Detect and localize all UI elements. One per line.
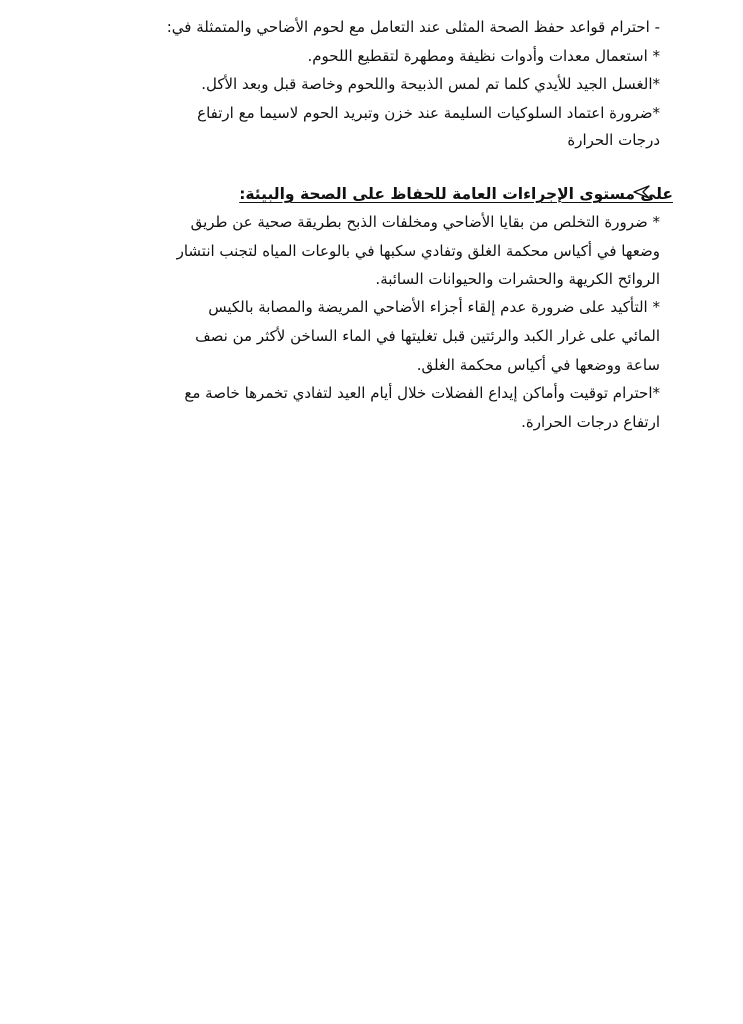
section2-item-disposal: * ضرورة التخلص من بقايا الأضاحي ومخلفات الذبح بطريقة صحية عن طريق: [190, 213, 660, 231]
section2-item-diseased-parts: * التأكيد على ضرورة عدم إلقاء أجزاء الأضاحي المريضة والمصابة بالكيس: [208, 298, 660, 316]
section1-item-tools: * استعمال معدات وأدوات نظيفة ومطهرة لتقطيع اللحوم.: [307, 47, 660, 65]
section2-item-disposal-cont1: وضعها في أكياس محكمة الغلق وتفادي سكبها في بالوعات المياه لتجنب انتشار: [176, 242, 660, 260]
section1-item-storage-cont: درجات الحرارة: [567, 131, 660, 149]
section2-item-waste-timing: *احترام توقيت وأماكن إيداع الفضلات خلال أيام العيد لتفادي تخمرها خاصة مع: [184, 384, 660, 402]
section1-intro-line: - احترام قواعد حفظ الصحة المثلى عند التعامل مع لحوم الأضاحي والمتمثلة في:: [166, 18, 660, 36]
section2-item-diseased-parts-cont1: المائي على غرار الكبد والرئتين قبل تغليتها في الماء الساخن لأكثر من نصف: [195, 327, 660, 345]
section1-item-handwashing: *الغسل الجيد للأيدي كلما تم لمس الذبيحة واللحوم وخاصة قبل وبعد الأكل.: [201, 75, 660, 93]
section2-item-waste-timing-cont: ارتفاع درجات الحرارة.: [521, 413, 660, 431]
section1-item-storage: *ضرورة اعتماد السلوكيات السليمة عند خزن وتبريد الحوم لاسيما مع ارتفاع: [197, 104, 660, 122]
section2-item-disposal-cont2: الروائح الكريهة والحشرات والحيوانات السائبة.: [375, 270, 660, 288]
section2-heading: على مستوى الإجراءات العامة للحفاظ على الصحة والبيئة:: [239, 185, 673, 203]
section2-item-diseased-parts-cont2: ساعة ووضعها في أكياس محكمة الغلق.: [416, 356, 660, 374]
